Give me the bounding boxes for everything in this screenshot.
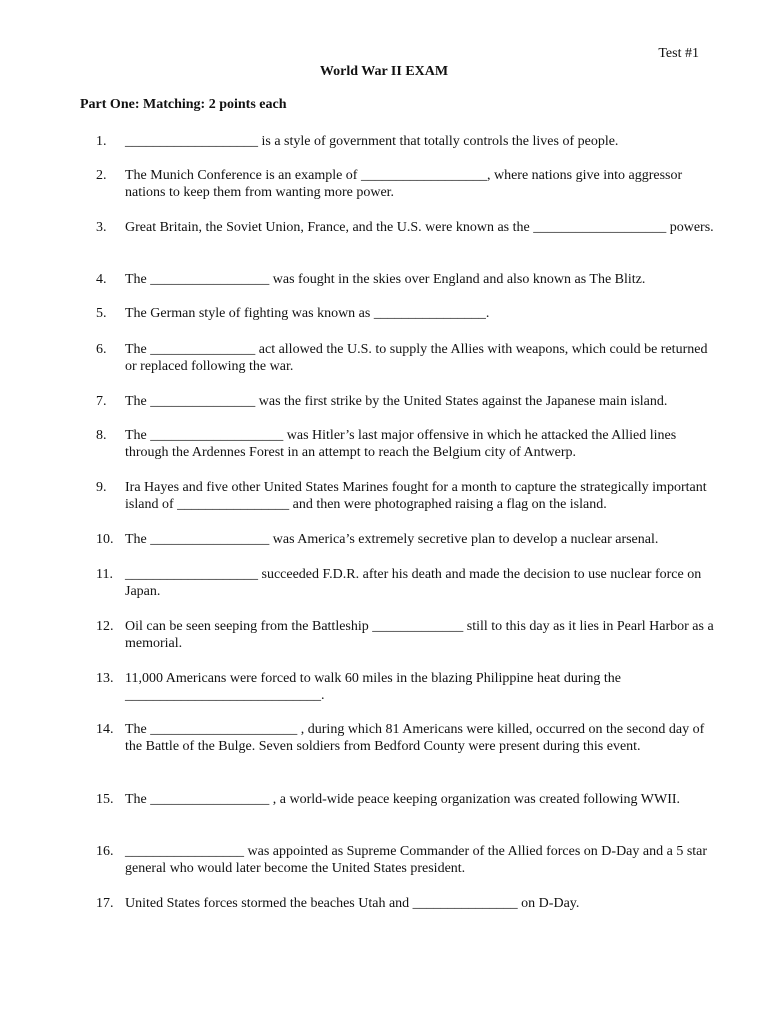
question-number: 2. bbox=[96, 168, 107, 183]
question-item bbox=[96, 843, 716, 877]
question-number: 5. bbox=[96, 306, 107, 321]
question-number: 16. bbox=[96, 844, 114, 859]
question-number: 10. bbox=[96, 532, 114, 547]
question-text: The German style of fighting was known as ________________. bbox=[125, 306, 490, 321]
question-text: The _______________ was the first strike by the United States against the Japanese main island. bbox=[125, 394, 668, 409]
question-text: The _________________ , a world-wide peace keeping organization was created following WWII. bbox=[125, 792, 681, 807]
question-text: Oil can be seen seeping from the Battleship _____________ still to this day as it lies in Pearl Harbor as a memorial. bbox=[125, 619, 714, 651]
question-item bbox=[96, 531, 716, 548]
question-item bbox=[96, 895, 716, 912]
question-item bbox=[96, 341, 716, 375]
question-item bbox=[96, 721, 716, 755]
question-item bbox=[96, 566, 716, 600]
question-item bbox=[96, 133, 716, 150]
question-item bbox=[96, 670, 716, 704]
question-number: 7. bbox=[96, 394, 107, 409]
question-item bbox=[96, 167, 716, 201]
part-heading: Part One: Matching: 2 points each bbox=[80, 97, 287, 112]
question-number: 6. bbox=[96, 342, 107, 357]
question-text: The Munich Conference is an example of __________________, where nations give into aggressor nations to keep them from wanting more power. bbox=[125, 168, 683, 200]
question-number: 12. bbox=[96, 619, 114, 634]
question-number: 4. bbox=[96, 272, 107, 287]
question-item bbox=[96, 219, 716, 236]
test-number: Test #1 bbox=[658, 46, 699, 61]
question-item bbox=[96, 791, 716, 808]
question-number: 11. bbox=[96, 567, 113, 582]
question-item bbox=[96, 427, 716, 461]
question-item bbox=[96, 479, 716, 513]
question-text: The _________________ was America’s extremely secretive plan to develop a nuclear arsenal. bbox=[125, 532, 659, 547]
question-text: United States forces stormed the beaches Utah and _______________ on D-Day. bbox=[125, 896, 580, 911]
question-item bbox=[96, 393, 716, 410]
question-number: 3. bbox=[96, 220, 107, 235]
question-text: _________________ was appointed as Supreme Commander of the Allied forces on D-Day and a 5 star general who would later become the United States president. bbox=[125, 844, 708, 876]
question-text: ___________________ succeeded F.D.R. after his death and made the decision to use nuclear force on Japan. bbox=[125, 567, 702, 599]
question-item bbox=[96, 271, 716, 288]
question-text: The ___________________ was Hitler’s last major offensive in which he attacked the Allied lines through the Ardennes Forest in an attempt to reach the Belgium city of Antwerp. bbox=[125, 428, 677, 460]
question-text: The _____________________ , during which 81 Americans were killed, occurred on the second day of the Battle of the Bulge. Seven soldiers from Bedford County were present during this event. bbox=[125, 722, 705, 754]
question-item bbox=[96, 305, 716, 322]
question-text: Great Britain, the Soviet Union, France, and the U.S. were known as the ___________________ powers. bbox=[125, 220, 714, 235]
question-number: 17. bbox=[96, 896, 114, 911]
question-number: 1. bbox=[96, 134, 107, 149]
question-number: 8. bbox=[96, 428, 107, 443]
question-number: 15. bbox=[96, 792, 114, 807]
question-number: 9. bbox=[96, 480, 107, 495]
question-text: Ira Hayes and five other United States Marines fought for a month to capture the strategically important island of ________________ and then were photographed raising a flag on the island. bbox=[125, 480, 707, 512]
question-text: ___________________ is a style of government that totally controls the lives of people. bbox=[125, 134, 619, 149]
question-text: The _________________ was fought in the skies over England and also known as The Blitz. bbox=[125, 272, 646, 287]
exam-title: World War II EXAM bbox=[319, 64, 449, 79]
question-item bbox=[96, 618, 716, 652]
question-number: 14. bbox=[96, 722, 114, 737]
question-number: 13. bbox=[96, 671, 114, 686]
question-text: The _______________ act allowed the U.S. to supply the Allies with weapons, which could be returned or replaced following the war. bbox=[125, 342, 708, 374]
question-text: 11,000 Americans were forced to walk 60 miles in the blazing Philippine heat during the ____________________________. bbox=[125, 671, 621, 703]
